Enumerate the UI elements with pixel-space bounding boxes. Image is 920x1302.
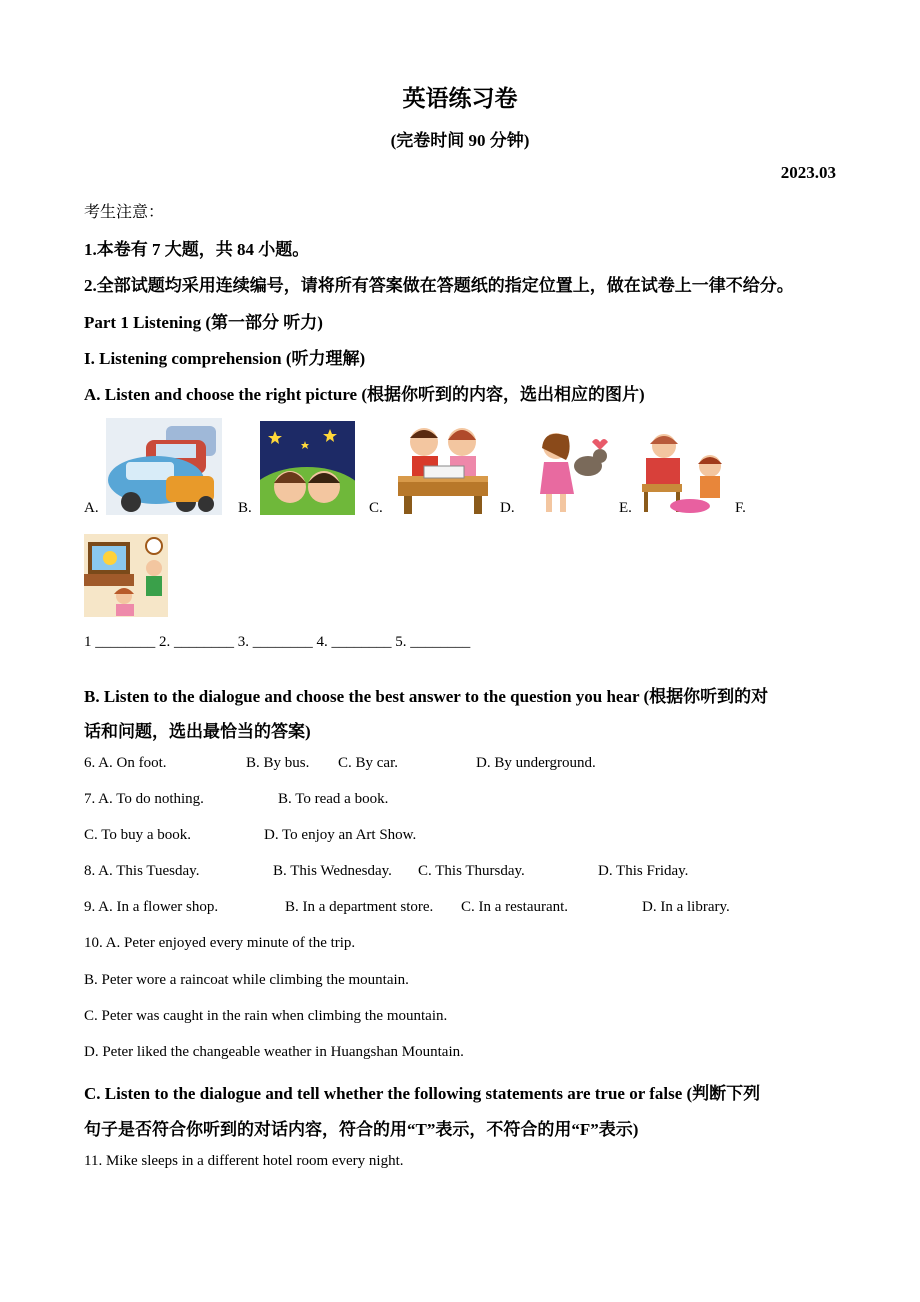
q6-option-c: C. By car. (338, 755, 398, 771)
section-b-title-line2: 话和问题，选出最恰当的答案) (84, 722, 311, 741)
part1-title: Part 1 Listening (第一部分 听力) (84, 313, 323, 332)
section-1-title: I. Listening comprehension (听力理解) (84, 349, 366, 368)
section-a-title: A. Listen and choose the right picture (根据你听到的内容，选出相应的图片) (84, 385, 645, 404)
q6-option-d: D. By underground. (476, 755, 596, 771)
exam-date: 2023.03 (780, 163, 836, 182)
picture-girl-with-dog (526, 426, 612, 516)
q8-option-d: D. This Friday. (598, 863, 689, 879)
q6-option-a: 6. A. On foot. (84, 755, 167, 771)
notice-heading: 考生注意： (84, 202, 165, 221)
picture-watching-tv (84, 534, 168, 617)
q7-option-b: B. To read a book. (278, 791, 389, 807)
picture-label-f: F. (735, 500, 746, 516)
q10-option-d: D. Peter liked the changeable weather in Huangshan Mountain. (84, 1044, 464, 1060)
picture-washing-feet (638, 428, 728, 516)
picture-label-b: B. (238, 500, 252, 516)
picture-label-c: C. (369, 500, 383, 516)
section-c-title-line2: 句子是否符合你听到的对话内容，符合的用“T”表示，不符合的用“F”表示) (84, 1120, 639, 1139)
q8-option-c: C. This Thursday. (418, 863, 525, 879)
picture-night-sky-kids (260, 421, 355, 515)
q11-statement: 11. Mike sleeps in a different hotel room every night. (84, 1153, 404, 1169)
section-b-title-line1: B. Listen to the dialogue and choose the best answer to the question you hear (根据你听到的对 (84, 687, 769, 706)
picture-cars-traffic (106, 418, 222, 515)
section-c-title-line1: C. Listen to the dialogue and tell whether the following statements are true or false (判断下列 (84, 1084, 761, 1103)
picture-label-d: D. (500, 500, 515, 516)
q7-option-d: D. To enjoy an Art Show. (264, 827, 417, 843)
notice-item-2: 2.全部试题均采用连续编号，请将所有答案做在答题纸的指定位置上，做在试卷上一律不给分。 (84, 276, 794, 295)
q9-option-c: C. In a restaurant. (461, 899, 569, 915)
picture-label-a: A. (84, 500, 99, 516)
q6-option-b: B. By bus. (246, 755, 310, 771)
q9-option-b: B. In a department store. (285, 899, 434, 915)
picture-kids-reading (394, 420, 492, 516)
page-subtitle: (完卷时间 90 分钟) (390, 131, 530, 150)
q7-option-a: 7. A. To do nothing. (84, 791, 204, 807)
notice-item-1: 1.本卷有 7 大题，共 84 小题。 (84, 240, 310, 259)
q10-option-c: C. Peter was caught in the rain when climbing the mountain. (84, 1008, 448, 1024)
answer-blanks-1-5: 1 ________ 2. ________ 3. ________ 4. ________ 5. ________ (84, 634, 471, 650)
q8-option-b: B. This Wednesday. (273, 863, 392, 879)
picture-label-e: E. (619, 500, 632, 516)
q10-option-a: 10. A. Peter enjoyed every minute of the trip. (84, 935, 356, 951)
q9-option-d: D. In a library. (642, 899, 730, 915)
q7-option-c: C. To buy a book. (84, 827, 192, 843)
q10-option-b: B. Peter wore a raincoat while climbing the mountain. (84, 972, 409, 988)
page-title: 英语练习卷 (402, 86, 518, 112)
q8-option-a: 8. A. This Tuesday. (84, 863, 200, 879)
q9-option-a: 9. A. In a flower shop. (84, 899, 219, 915)
